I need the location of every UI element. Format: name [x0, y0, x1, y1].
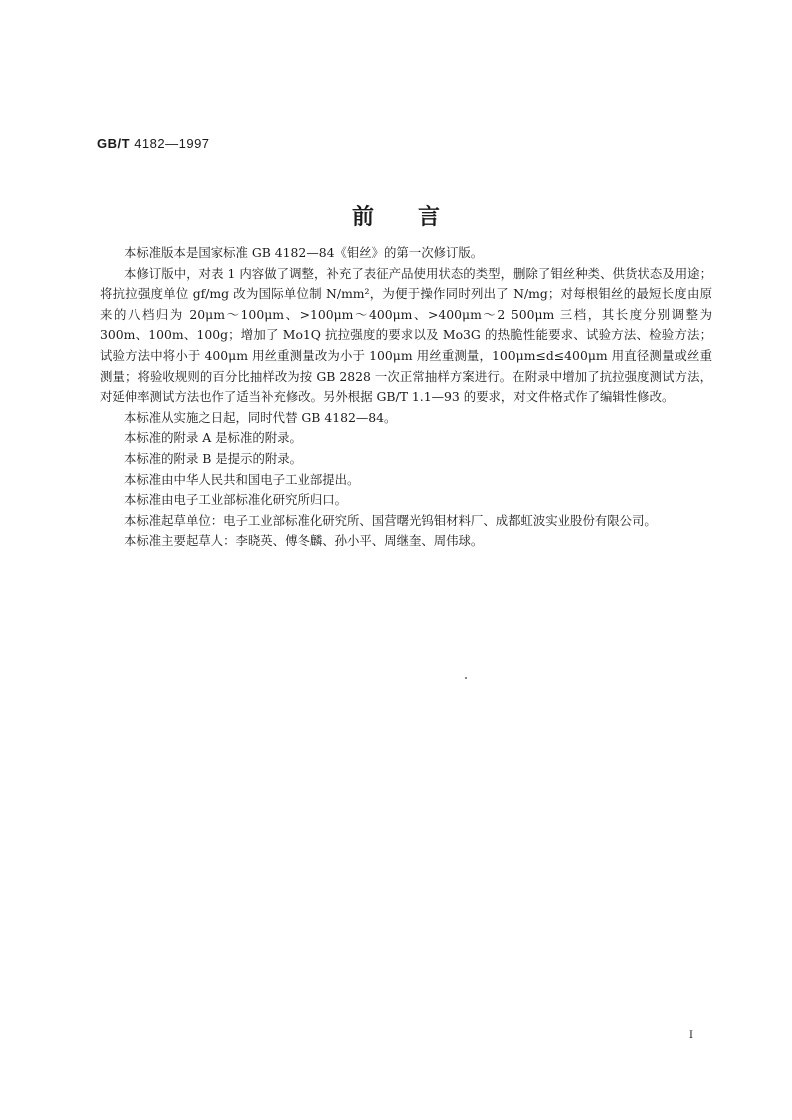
standard-code-number: 4182—1997: [134, 136, 210, 151]
paragraph-appendix-a: 本标准的附录 A 是标准的附录。: [124, 430, 302, 446]
paragraph-drafting-units: 本标准起草单位：电子工业部标准化研究所、国营曙光钨钼材料厂、成都虹波实业股份有限公司。: [124, 512, 657, 528]
standard-code: [97, 136, 210, 151]
paragraph-revision-note: 本标准版本是国家标准 GB 4182—84《钼丝》的第一次修订版。: [124, 245, 484, 260]
paragraph-drafters: 本标准主要起草人：李晓英、傅冬麟、孙小平、周继奎、周伟球。: [124, 533, 484, 549]
paragraph-appendix-b: 本标准的附录 B 是提示的附录。: [124, 450, 303, 466]
paragraph-administrator: 本标准由电子工业部标准化研究所归口。: [124, 492, 348, 508]
paragraph-replacement: 本标准从实施之日起，同时代替 GB 4182—84。: [124, 409, 397, 425]
page-number: I: [689, 1030, 693, 1041]
standard-code-prefix: GB/T: [97, 136, 131, 151]
foreword-body: [100, 243, 712, 552]
page-title: 前言: [351, 205, 484, 230]
paragraph-proposer: 本标准由中华人民共和国电子工业部提出。: [124, 471, 360, 487]
scan-speck: [465, 677, 467, 679]
paragraph-changes: 本修订版中，对表 1 内容做了调整，补充了表征产品使用状态的类型，删除了钼丝种类、供货状态及用途；将抗拉强度单位 gf/mg 改为国际单位制 N/mm²，为便于操作同时列出了 N/mg；对每根钼丝的最短长度由原来的八档归为 20μm～100μm、>100μm～400μm、>400μm～2 500μm 三档，其长度分别调整为 300m、100m、100g；增加了 Mo1Q 抗拉强度的要求以及 Mo3G 的热脆性能要求、试验方法、检验方法；试验方法中将小于 400μm 用丝重测量改为小于 100μm 用丝重测量，100μm≤d≤400μm 用直径测量或丝重测量；将验收规则的百分比抽样改为按 GB 2828 一次正常抽样方案进行。在附录中增加了抗拉强度测试方法，对延伸率测试方法也作了适当补充修改。另外根据 GB/T 1.1—93 的要求，对文件格式作了编辑性修改。: [100, 265, 712, 405]
